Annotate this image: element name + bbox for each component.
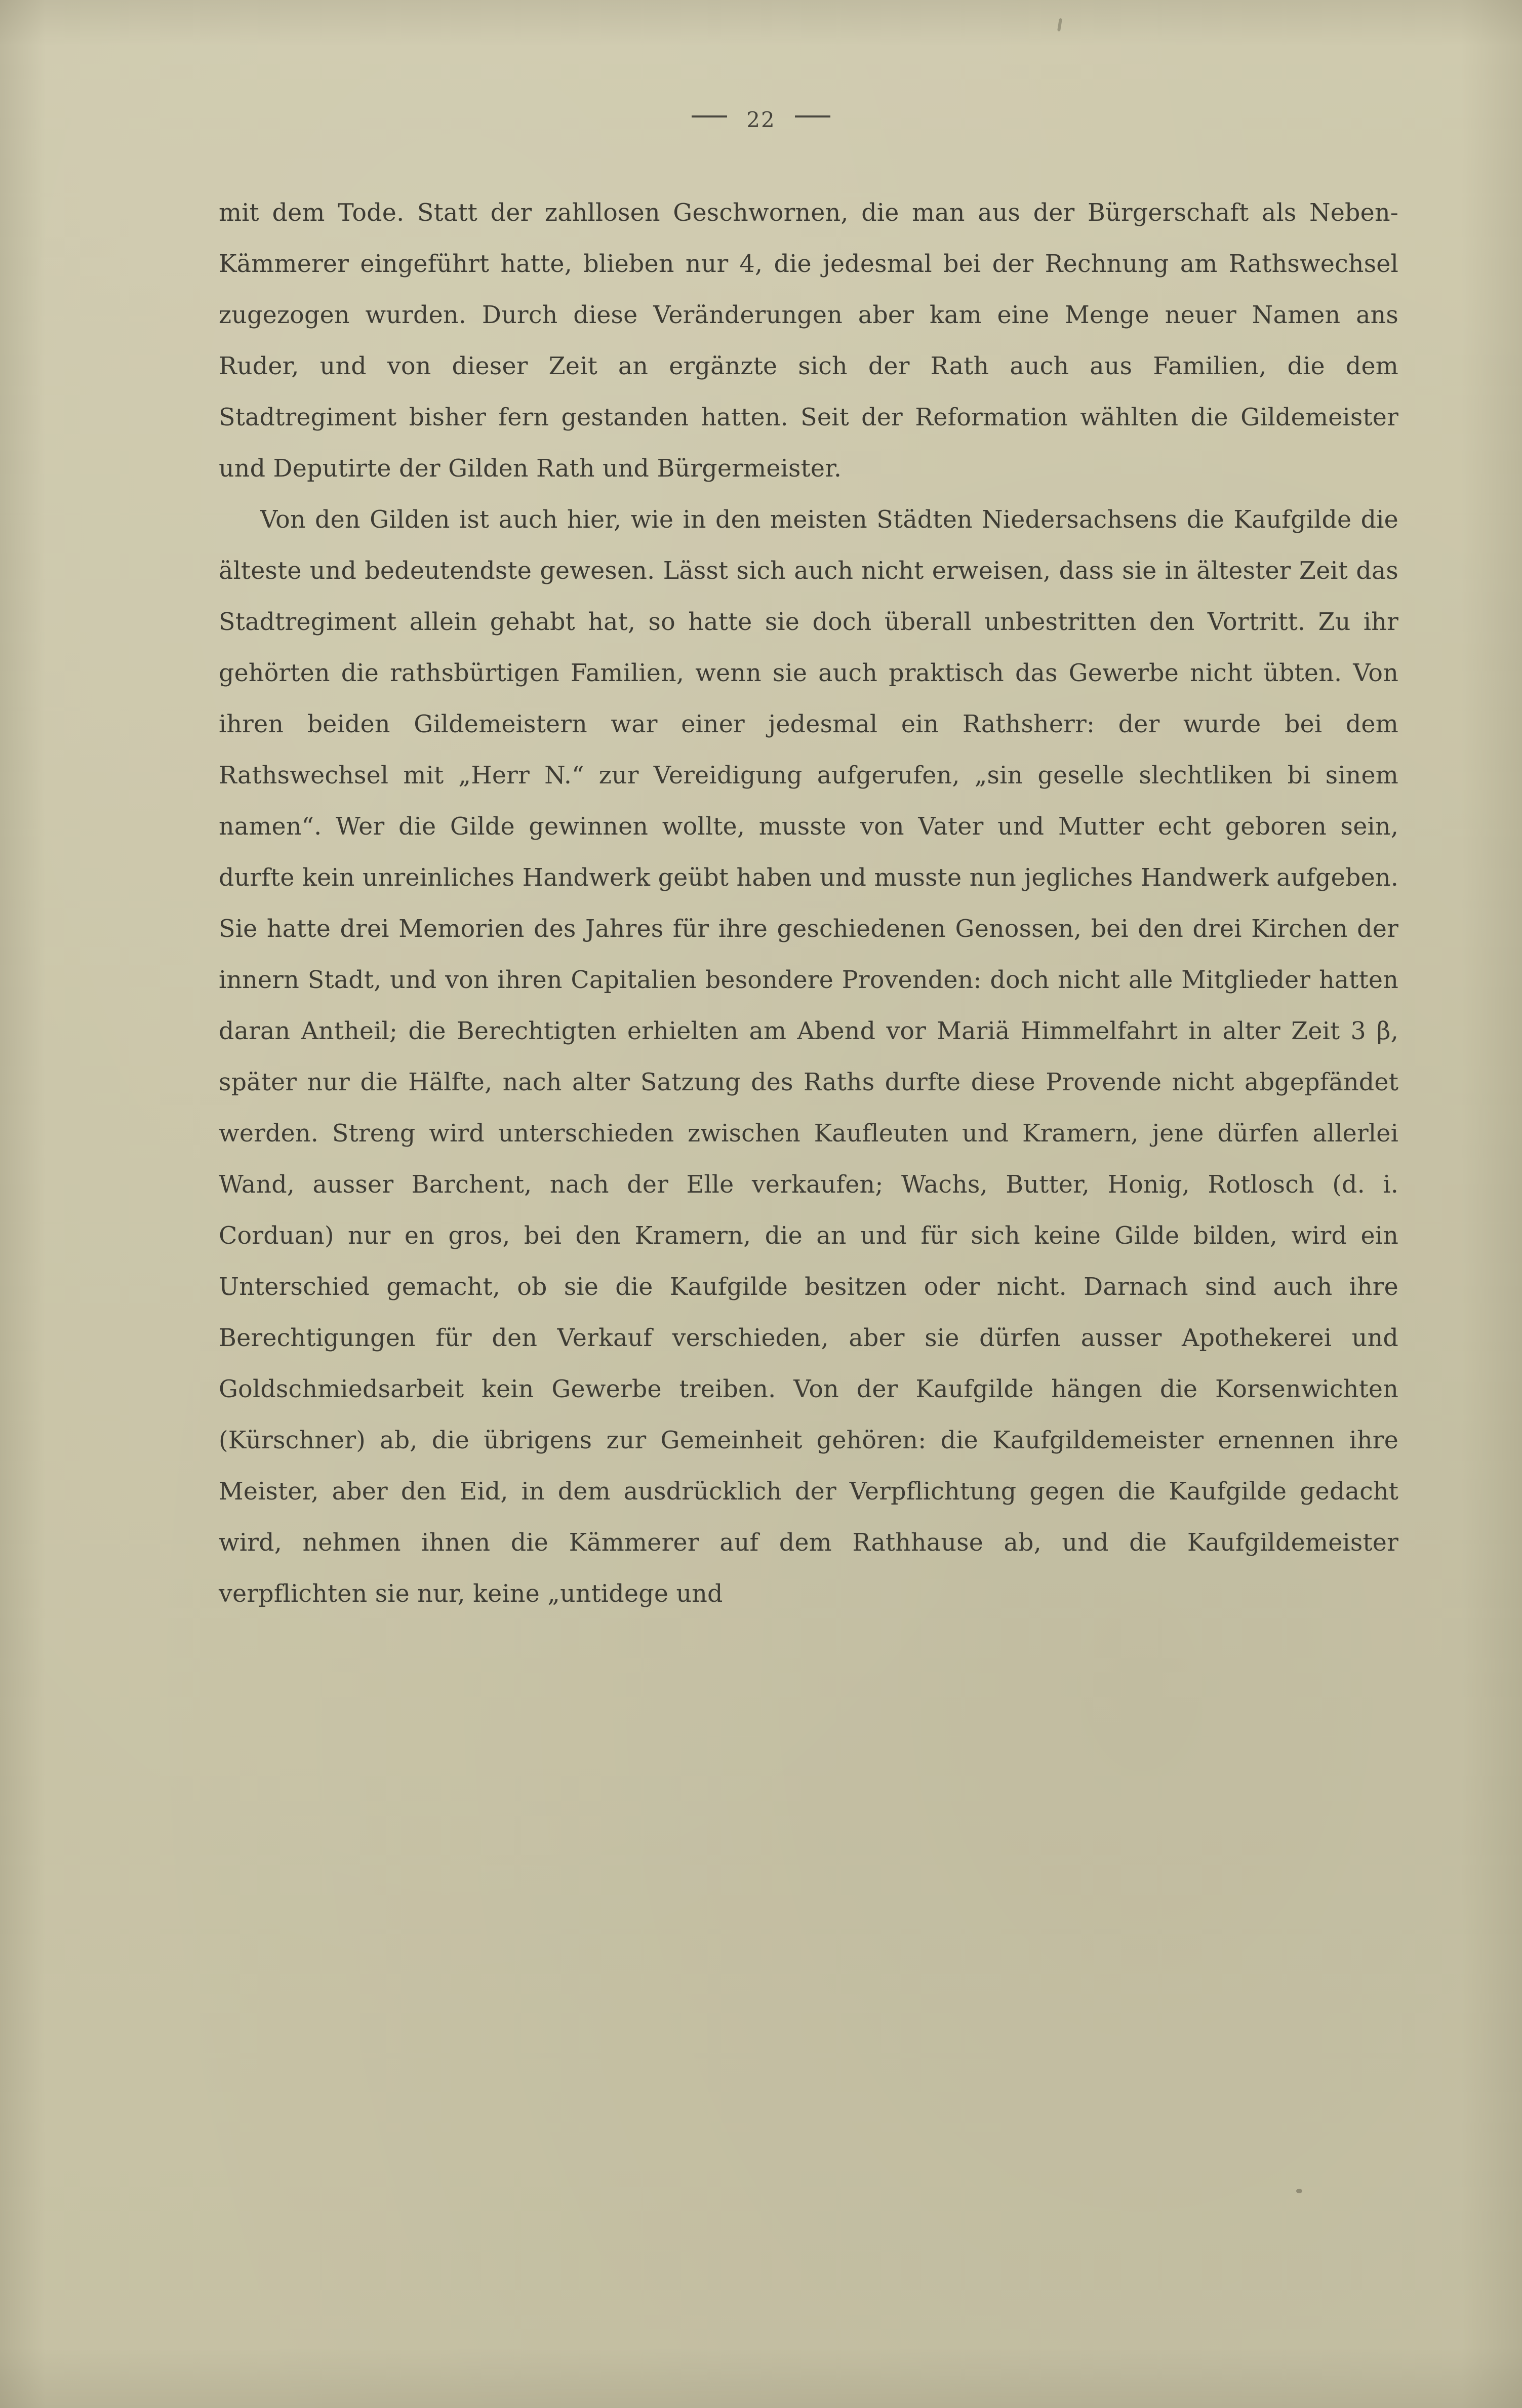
- page-edge-shading-left: [0, 0, 46, 2408]
- page-edge-shading-right: [1461, 0, 1522, 2408]
- page-edge-shading-top: [0, 0, 1522, 46]
- header-rule-right: [795, 115, 830, 117]
- page-header: [0, 106, 1522, 132]
- page-number: 22: [746, 107, 776, 132]
- page-body: [219, 187, 1398, 1620]
- header-rule-left: [692, 115, 727, 117]
- ink-mark-bottom: [1296, 2189, 1302, 2193]
- paragraph: mit dem Tode. Statt der zahllosen Geschwornen, die man aus der Bürgerschaft als Neben-Kämmerer eingeführt hatte, blieben nur 4, die jedesmal bei der Rechnung am Rathswechsel zugezogen wurden. Durch diese Veränderungen aber kam eine Menge neuer Namen ans Ruder, und von dieser Zeit an ergänzte sich der Rath auch aus Familien, die dem Stadtregiment bisher fern gestanden hatten. Seit der Reformation wählten die Gildemeister und Deputirte der Gilden Rath und Bürgermeister.: [219, 199, 1398, 483]
- paragraph: Von den Gilden ist auch hier, wie in den meisten Städten Niedersachsens die Kaufgilde die älteste und bedeutendste gewesen. Lässt sich auch nicht erweisen, dass sie in ältester Zeit das Stadtregiment allein gehabt hat, so hatte sie doch überall unbestritten den Vortritt. Zu ihr gehörten die rathsbürtigen Familien, wenn sie auch praktisch das Gewerbe nicht übten. Von ihren beiden Gildemeistern war einer jedesmal ein Rathsherr: der wurde bei dem Rathswechsel mit „Herr N.“ zur Vereidigung aufgerufen, „sin geselle slechtliken bi sinem namen“. Wer die Gilde gewinnen wollte, musste von Vater und Mutter echt geboren sein, durfte kein unreinliches Handwerk geübt haben und musste nun jegliches Handwerk aufgeben. Sie hatte drei Memorien des Jahres für ihre geschiedenen Genossen, bei den drei Kirchen der innern Stadt, und von ihren Capitalien besondere Provenden: doch nicht alle Mitglieder hatten daran Antheil; die Berechtigten erhielten am Abend vor Mariä Himmelfahrt in alter Zeit 3 β, später nur die Hälfte, nach alter Satzung des Raths durfte diese Provende nicht abgepfändet werden. Streng wird unterschieden zwischen Kaufleuten und Kramern, jene dürfen allerlei Wand, ausser Barchent, nach der Elle verkaufen; Wachs, Butter, Honig, Rotlosch (d. i. Corduan) nur en gros, bei den Kramern, die an und für sich keine Gilde bilden, wird ein Unterschied gemacht, ob sie die Kaufgilde besitzen oder nicht. Darnach sind auch ihre Berechtigungen für den Verkauf verschieden, aber sie dürfen ausser Apothekerei und Goldschmiedsarbeit kein Gewerbe treiben. Von der Kaufgilde hängen die Korsenwichten (Kürschner) ab, die übrigens zur Gemeinheit gehören: die Kaufgildemeister ernennen ihre Meister, aber den Eid, in dem ausdrücklich der Verpflichtung gegen die Kaufgilde gedacht wird, nehmen ihnen die Kämmerer auf dem Rathhause ab, und die Kaufgildemeister verpflichten sie nur, keine „untidege und: [219, 506, 1398, 1608]
- page-edge-shading-bottom: [0, 2347, 1522, 2408]
- ink-mark-top: [1057, 18, 1062, 32]
